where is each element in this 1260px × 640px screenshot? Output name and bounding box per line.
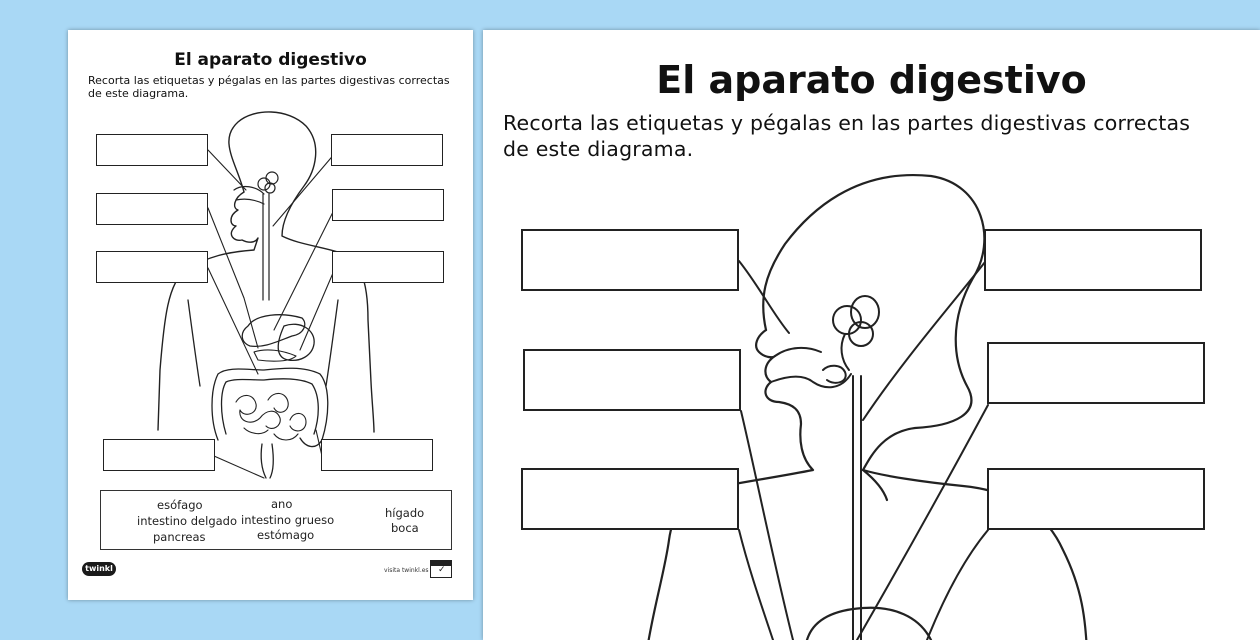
zoomed-title: El aparato digestivo (656, 58, 1087, 102)
label-box[interactable] (96, 134, 208, 166)
worksheet-instructions: Recorta las etiquetas y pégalas en las partes digestivas correctas de este diagrama. (88, 74, 450, 100)
zoomed-diagram (483, 30, 1260, 640)
zoomed-instructions-line-2: de este diagrama. (503, 137, 694, 161)
label-box[interactable] (987, 468, 1205, 530)
label-box[interactable] (103, 439, 215, 471)
label-box[interactable] (332, 251, 444, 283)
footer-visit-text: visita twinkl.es (384, 567, 429, 574)
label-box[interactable] (984, 229, 1202, 291)
word-bank-item: pancreas (153, 530, 206, 544)
label-box[interactable] (521, 468, 739, 530)
word-bank-item: esófago (157, 498, 203, 512)
word-bank-item: hígado (385, 506, 425, 520)
label-box[interactable] (331, 134, 443, 166)
twinkl-logo: twinkl (82, 562, 116, 576)
word-bank-item: boca (391, 521, 419, 535)
zoomed-page (483, 30, 1260, 640)
word-bank-item: intestino grueso (241, 513, 335, 527)
word-bank-item: ano (271, 497, 293, 511)
label-box[interactable] (521, 229, 739, 291)
label-box[interactable] (523, 349, 741, 411)
label-box[interactable] (96, 193, 208, 225)
label-box[interactable] (987, 342, 1205, 404)
label-box[interactable] (96, 251, 208, 283)
word-bank-item: intestino delgado (137, 514, 237, 528)
word-bank-item: estómago (257, 528, 315, 542)
worksheet-page (68, 30, 473, 600)
word-bank (100, 490, 452, 550)
label-box[interactable] (321, 439, 433, 471)
worksheet-title: El aparato digestivo (174, 50, 367, 70)
checked-badge-icon (430, 560, 452, 578)
zoomed-instructions-line-1: Recorta las etiquetas y pégalas en las partes digestivas correctas (503, 111, 1191, 135)
label-box[interactable] (332, 189, 444, 221)
